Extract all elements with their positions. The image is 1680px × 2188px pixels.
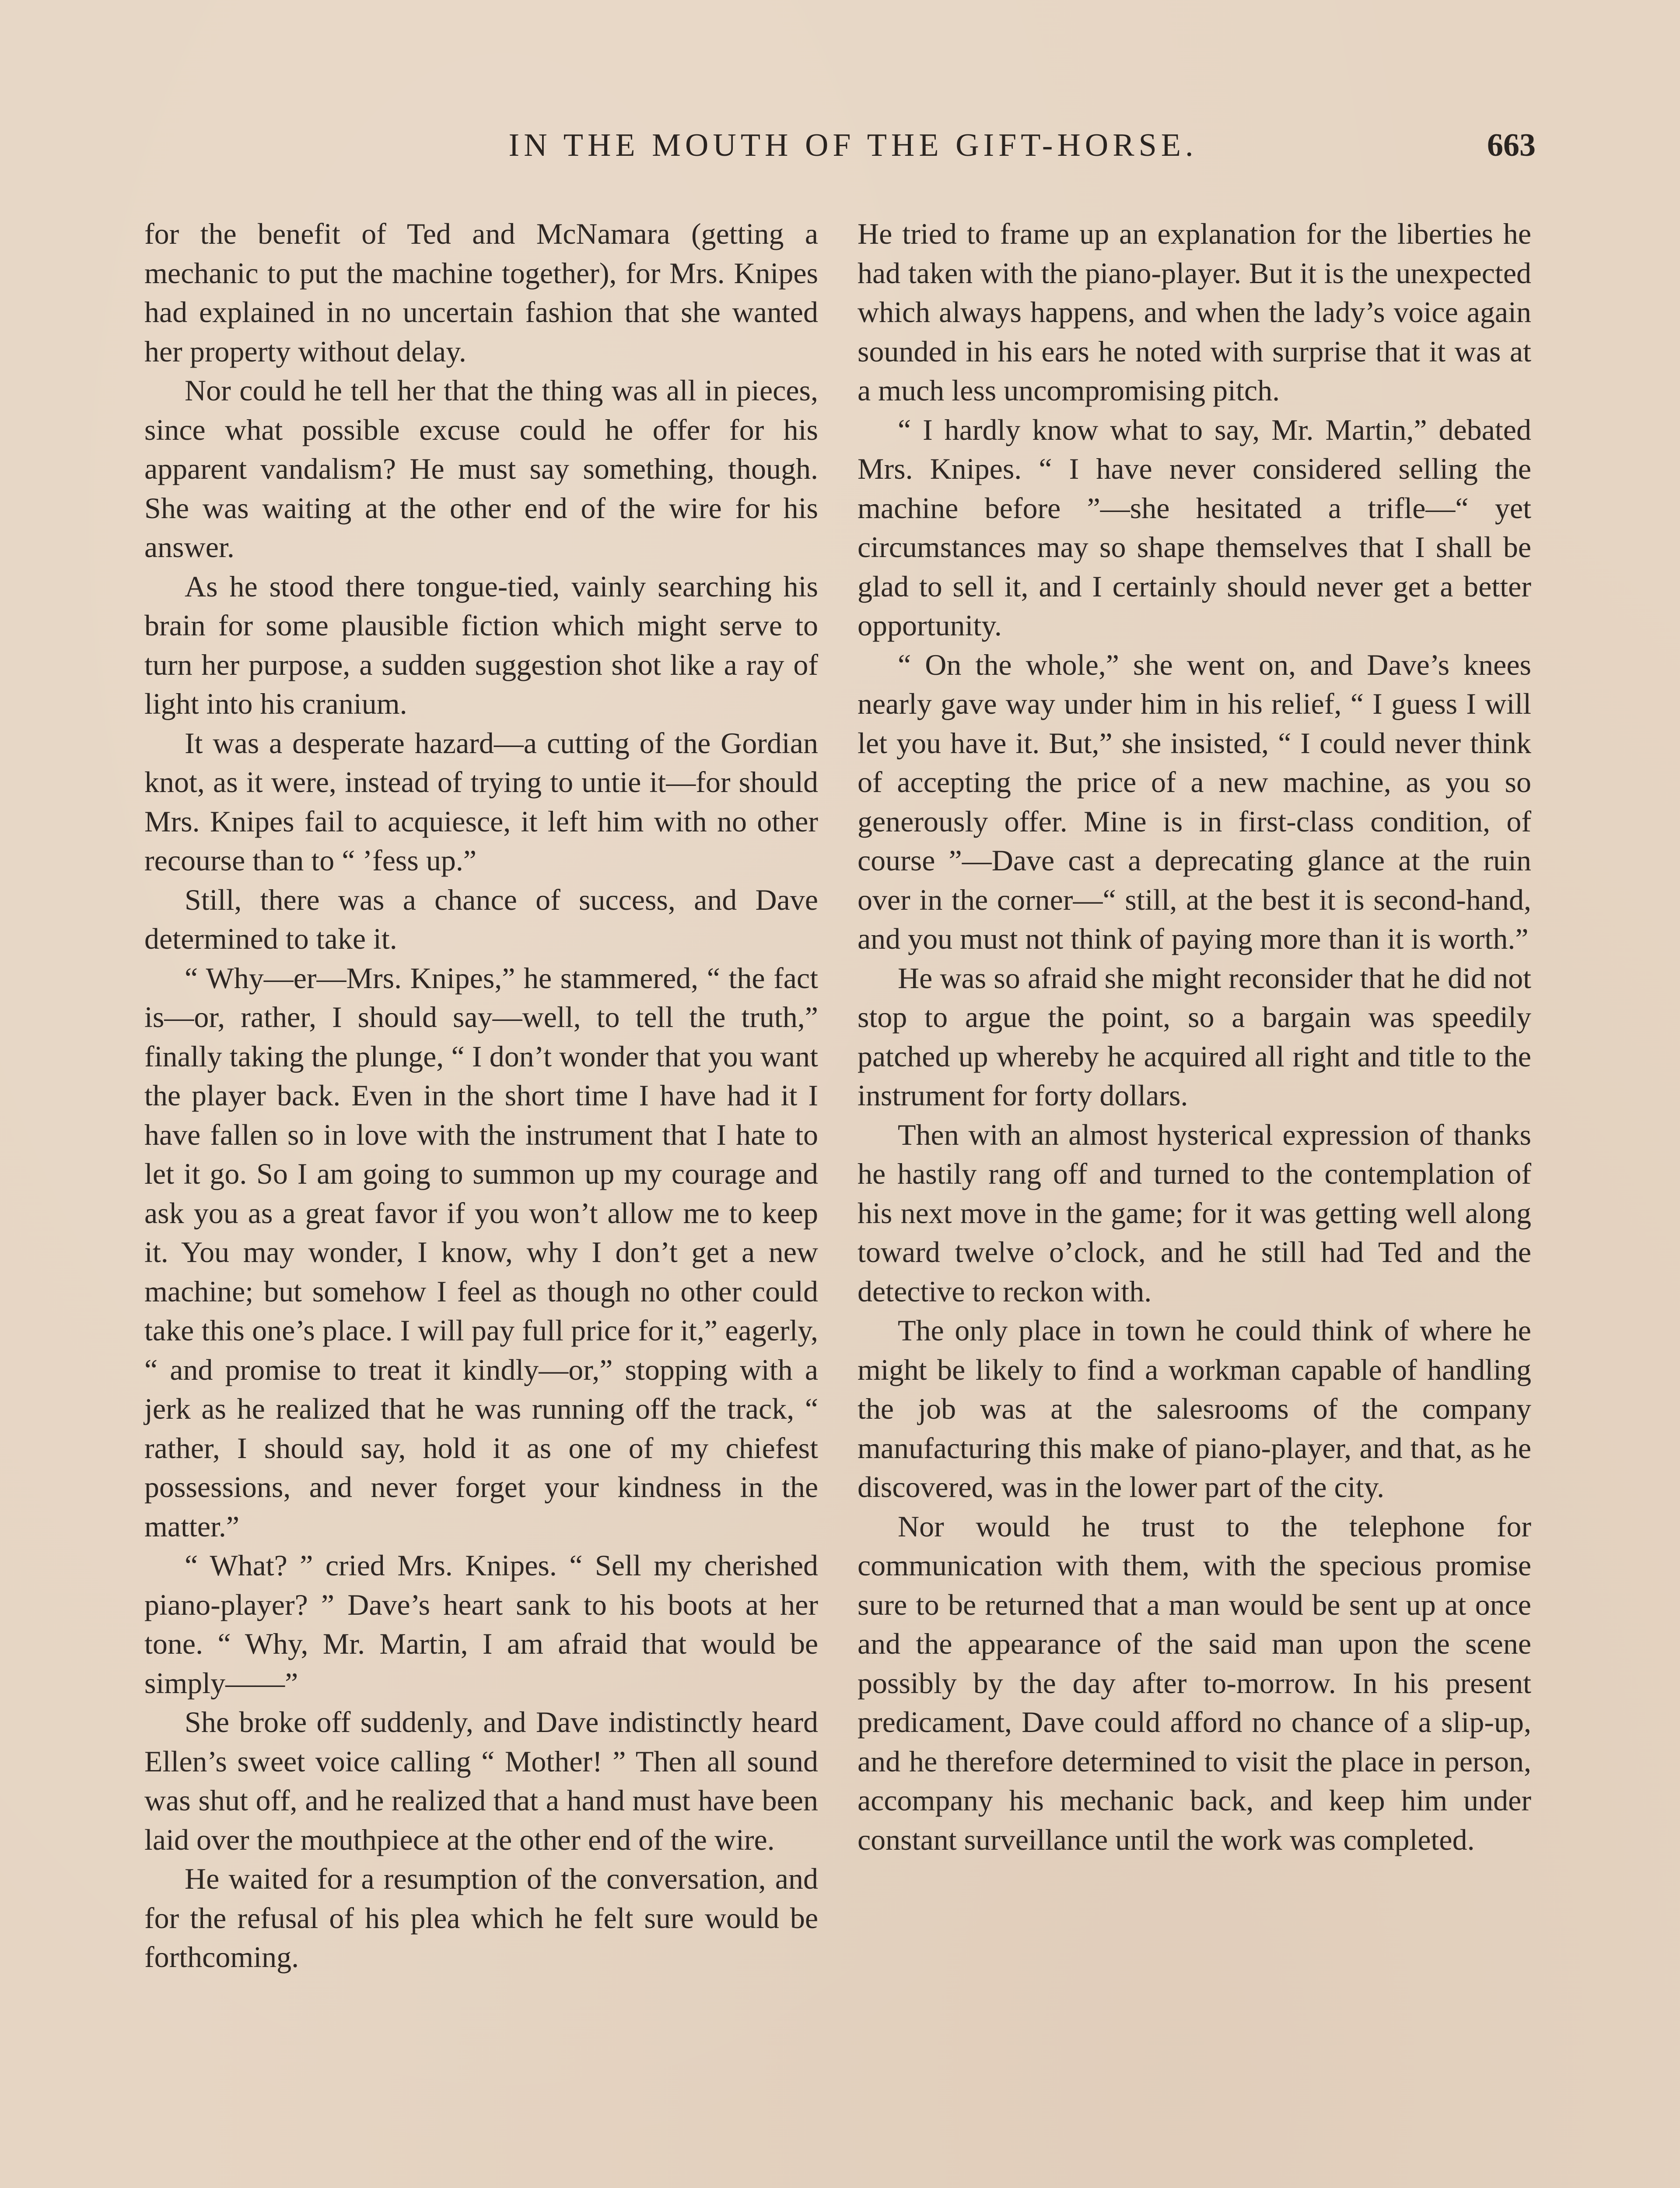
paragraph: As he stood there tongue-tied, vainly searching his brain for some plausible fiction which might serve to turn her purpose, a sudden suggestion shot like a ray of light into his cranium. (144, 569, 818, 720)
paragraph: “ I hardly know what to say, Mr. Martin,” debated Mrs. Knipes. “ I have never considered selling the machine before ”—she hesitated a trifle—“ yet circumstances may so shape themselves that I shall be glad to sell it, and I certainly should never get a better opportunity. (858, 413, 1531, 642)
paragraph: He tried to frame up an explanation for the liberties he had taken with the piano-player. But it is the unexpected which always happens, and when the lady’s voice again sounded in his ears he noted with surprise that it was at a much less uncompromising pitch. (858, 217, 1531, 407)
paragraph: Then with an almost hysterical expression of thanks he hastily rang off and turned to the contemplation of his next move in the game; for it was getting well along toward twelve o’clock, and he still had Ted and the detective to reckon with. (858, 1118, 1531, 1308)
paragraph: for the benefit of Ted and McNamara (getting a mechanic to put the machine together), for Mrs. Knipes had explained in no uncertain fashion that she wanted her property without delay. (144, 217, 818, 368)
paragraph: Nor would he trust to the telephone for communication with them, with the specious promise sure to be returned that a man would be sent up at once and the appearance of the said man upon the scene possibly by the day after to-morrow. In his present predicament, Dave could afford no chance of a slip-up, and he therefore determined to visit the place in person, accompany his mechanic back, and keep him under constant surveillance until the work was completed. (858, 1509, 1531, 1856)
page-number: 663 (1487, 127, 1536, 163)
paragraph: The only place in town he could think of where he might be likely to find a workman capable of handling the job was at the salesrooms of the company manufacturing this make of piano-player, and that, as he discovered, was in the lower part of the city. (858, 1314, 1531, 1504)
paragraph: “ What? ” cried Mrs. Knipes. “ Sell my cherished piano-player? ” Dave’s heart sank to his boots at her tone. “ Why, Mr. Martin, I am afraid that would be simply——” (144, 1549, 818, 1700)
paragraph: He was so afraid she might reconsider that he did not stop to argue the point, so a bargain was speedily patched up whereby he acquired all right and title to the instrument for forty dollars. (858, 961, 1531, 1112)
paragraph: It was a desperate hazard—a cutting of the Gordian knot, as it were, instead of trying to untie it—for should Mrs. Knipes fail to acquiesce, it left him with no other recourse than to “ ’fess up.” (144, 726, 818, 877)
paragraph: He waited for a resumption of the conversation, and for the refusal of his plea which he felt sure would be forthcoming. (144, 1862, 818, 1974)
paragraph: “ Why—er—Mrs. Knipes,” he stammered, “ the fact is—or, rather, I should say—well, to tell the truth,” finally taking the plunge, “ I don’t wonder that you want the player back. Even in the short time I have had it I have fallen so in love with the instrument that I hate to let it go. So I am going to summon up my courage and ask you as a great favor if you won’t allow me to keep it. You may wonder, I know, why I don’t get a new machine; but somehow I feel as though no other could take this one’s place. I will pay full price for it,” eagerly, “ and promise to treat it kindly—or,” stopping with a jerk as he realized that he was running off the track, “ rather, I should say, hold it as one of my chiefest possessions, and never forget your kindness in the matter.” (144, 961, 818, 1543)
paragraph: She broke off suddenly, and Dave indistinctly heard Ellen’s sweet voice calling “ Mother! ” Then all sound was shut off, and he realized that a hand must have been laid over the mouthpiece at the other end of the wire. (144, 1705, 818, 1856)
right-column (858, 214, 1531, 1859)
paragraph: “ On the whole,” she went on, and Dave’s knees nearly gave way under him in his relief, “ I guess I will let you have it. But,” she insisted, “ I could never think of accepting the price of a new machine, as you so generously offer. Mine is in first-class condition, of course ”—Dave cast a deprecating glance at the ruin over in the corner—“ still, at the best it is second-hand, and you must not think of paying more than it is worth.” (858, 648, 1531, 955)
paragraph: Still, there was a chance of success, and Dave determined to take it. (144, 883, 818, 955)
running-title: IN THE MOUTH OF THE GIFT-HORSE. (508, 127, 1198, 163)
left-column (144, 214, 818, 1977)
paragraph: Nor could he tell her that the thing was all in pieces, since what possible excuse could he offer for his apparent vandalism? He must say something, though. She was waiting at the other end of the wire for his answer. (144, 374, 818, 564)
